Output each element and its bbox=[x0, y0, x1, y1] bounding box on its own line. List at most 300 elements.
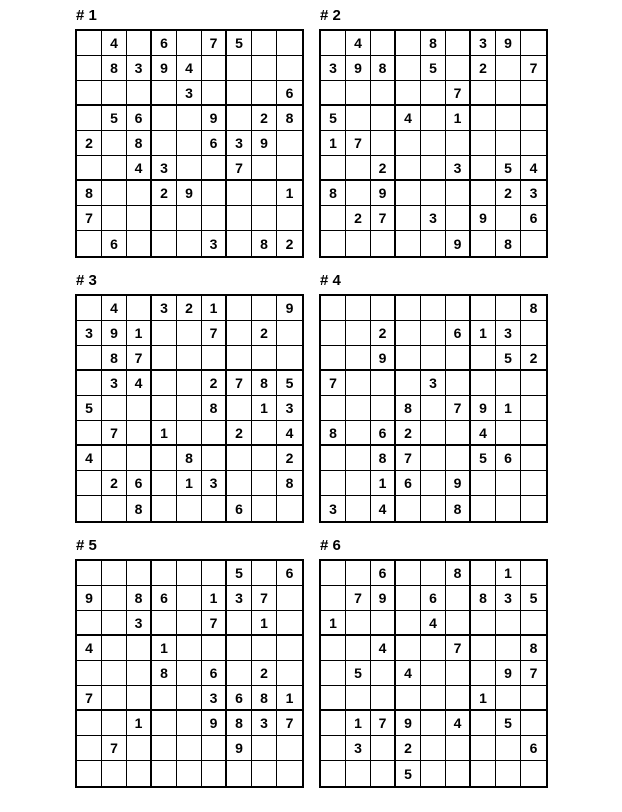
sudoku-cell: 8 bbox=[371, 56, 396, 81]
sudoku-cell: 8 bbox=[127, 496, 152, 521]
sudoku-cell bbox=[277, 31, 302, 56]
sudoku-cell bbox=[252, 421, 277, 446]
sudoku-cell bbox=[396, 56, 421, 81]
sudoku-cell bbox=[321, 446, 346, 471]
sudoku-cell bbox=[521, 686, 546, 711]
sudoku-cell: 1 bbox=[471, 686, 496, 711]
sudoku-cell: 8 bbox=[127, 586, 152, 611]
sudoku-cell bbox=[77, 371, 102, 396]
sudoku-cell bbox=[471, 711, 496, 736]
sudoku-cell bbox=[202, 496, 227, 521]
sudoku-cell bbox=[177, 496, 202, 521]
sudoku-cell bbox=[496, 611, 521, 636]
sudoku-cell: 9 bbox=[102, 321, 127, 346]
sudoku-cell bbox=[277, 761, 302, 786]
sudoku-cell: 3 bbox=[471, 31, 496, 56]
sudoku-cell bbox=[346, 321, 371, 346]
sudoku-cell bbox=[521, 231, 546, 256]
sudoku-cell: 3 bbox=[77, 321, 102, 346]
sudoku-cell bbox=[421, 81, 446, 106]
sudoku-cell: 1 bbox=[277, 181, 302, 206]
sudoku-cell bbox=[277, 346, 302, 371]
sudoku-cell bbox=[496, 296, 521, 321]
sudoku-cell bbox=[202, 206, 227, 231]
sudoku-cell bbox=[152, 761, 177, 786]
sudoku-cell: 9 bbox=[446, 471, 471, 496]
sudoku-cell bbox=[396, 346, 421, 371]
sudoku-cell bbox=[396, 586, 421, 611]
sudoku-cell bbox=[371, 131, 396, 156]
sudoku-cell: 3 bbox=[227, 131, 252, 156]
sudoku-cell: 4 bbox=[277, 421, 302, 446]
sudoku-cell: 8 bbox=[421, 31, 446, 56]
sudoku-cell bbox=[152, 396, 177, 421]
sudoku-cell: 3 bbox=[421, 206, 446, 231]
sudoku-cell bbox=[277, 131, 302, 156]
sudoku-cell: 1 bbox=[471, 321, 496, 346]
sudoku-cell bbox=[496, 206, 521, 231]
sudoku-cell: 9 bbox=[371, 346, 396, 371]
sudoku-cell bbox=[227, 181, 252, 206]
sudoku-cell bbox=[202, 446, 227, 471]
sudoku-cell bbox=[396, 206, 421, 231]
sudoku-cell: 3 bbox=[446, 156, 471, 181]
sudoku-cell bbox=[227, 81, 252, 106]
sudoku-cell bbox=[446, 31, 471, 56]
sudoku-cell bbox=[321, 586, 346, 611]
sudoku-cell bbox=[421, 156, 446, 181]
sudoku-cell bbox=[446, 761, 471, 786]
sudoku-grid bbox=[319, 294, 548, 523]
sudoku-cell bbox=[496, 56, 521, 81]
sudoku-cell bbox=[396, 181, 421, 206]
sudoku-cell: 7 bbox=[202, 31, 227, 56]
sudoku-cell bbox=[102, 156, 127, 181]
sudoku-cell bbox=[521, 131, 546, 156]
sudoku-cell: 1 bbox=[346, 711, 371, 736]
sudoku-cell bbox=[396, 636, 421, 661]
sudoku-cell: 1 bbox=[321, 611, 346, 636]
sudoku-cell bbox=[252, 446, 277, 471]
sudoku-cell bbox=[152, 611, 177, 636]
sudoku-cell bbox=[177, 371, 202, 396]
sudoku-cell: 1 bbox=[127, 711, 152, 736]
sudoku-cell: 2 bbox=[371, 156, 396, 181]
sudoku-cell: 3 bbox=[202, 231, 227, 256]
sudoku-cell: 4 bbox=[77, 446, 102, 471]
sudoku-cell bbox=[321, 346, 346, 371]
sudoku-cell: 6 bbox=[421, 586, 446, 611]
sudoku-cell: 7 bbox=[77, 686, 102, 711]
sudoku-cell: 1 bbox=[496, 396, 521, 421]
sudoku-cell bbox=[277, 496, 302, 521]
sudoku-cell bbox=[177, 636, 202, 661]
sudoku-cell: 1 bbox=[252, 611, 277, 636]
sudoku-cell bbox=[521, 371, 546, 396]
sudoku-cell: 3 bbox=[177, 81, 202, 106]
sudoku-cell: 8 bbox=[277, 106, 302, 131]
sudoku-cell: 8 bbox=[371, 446, 396, 471]
sudoku-cell bbox=[77, 346, 102, 371]
sudoku-cell bbox=[371, 761, 396, 786]
sudoku-cell bbox=[471, 611, 496, 636]
sudoku-cell bbox=[252, 561, 277, 586]
sudoku-cell: 2 bbox=[396, 736, 421, 761]
sudoku-cell: 6 bbox=[446, 321, 471, 346]
sudoku-cell: 7 bbox=[277, 711, 302, 736]
sudoku-cell bbox=[227, 106, 252, 131]
sudoku-cell bbox=[102, 636, 127, 661]
sudoku-cell bbox=[277, 321, 302, 346]
sudoku-cell bbox=[252, 206, 277, 231]
sudoku-cell bbox=[152, 686, 177, 711]
sudoku-cell: 1 bbox=[127, 321, 152, 346]
sudoku-cell bbox=[321, 711, 346, 736]
sudoku-cell bbox=[421, 686, 446, 711]
sudoku-cell bbox=[496, 636, 521, 661]
sudoku-cell: 3 bbox=[321, 56, 346, 81]
sudoku-cell bbox=[371, 31, 396, 56]
sudoku-cell bbox=[152, 81, 177, 106]
sudoku-cell: 5 bbox=[346, 661, 371, 686]
sudoku-cell: 8 bbox=[252, 231, 277, 256]
sudoku-cell bbox=[152, 496, 177, 521]
sudoku-grid bbox=[75, 294, 304, 523]
sudoku-cell: 7 bbox=[202, 611, 227, 636]
sudoku-cell bbox=[77, 661, 102, 686]
sudoku-cell: 6 bbox=[202, 661, 227, 686]
sudoku-cell bbox=[102, 561, 127, 586]
sudoku-cell: 1 bbox=[252, 396, 277, 421]
sudoku-cell bbox=[202, 81, 227, 106]
sudoku-cell: 1 bbox=[496, 561, 521, 586]
sudoku-cell bbox=[202, 761, 227, 786]
sudoku-cell bbox=[346, 496, 371, 521]
sudoku-cell: 5 bbox=[321, 106, 346, 131]
sudoku-cell bbox=[152, 711, 177, 736]
sudoku-cell: 9 bbox=[202, 106, 227, 131]
sudoku-cell bbox=[421, 761, 446, 786]
sudoku-cell: 7 bbox=[446, 81, 471, 106]
sudoku-cell bbox=[446, 446, 471, 471]
sudoku-cell bbox=[77, 761, 102, 786]
sudoku-cell: 7 bbox=[102, 421, 127, 446]
sudoku-cell bbox=[152, 446, 177, 471]
sudoku-cell bbox=[252, 736, 277, 761]
sudoku-cell: 5 bbox=[77, 396, 102, 421]
sudoku-cell bbox=[321, 761, 346, 786]
sudoku-cell: 2 bbox=[227, 421, 252, 446]
sudoku-cell bbox=[321, 156, 346, 181]
sudoku-cell: 1 bbox=[152, 636, 177, 661]
sudoku-cell bbox=[77, 561, 102, 586]
sudoku-cell bbox=[152, 471, 177, 496]
sudoku-cell bbox=[496, 496, 521, 521]
sudoku-cell: 4 bbox=[77, 636, 102, 661]
sudoku-cell: 2 bbox=[177, 296, 202, 321]
sudoku-cell bbox=[277, 661, 302, 686]
sudoku-cell bbox=[177, 231, 202, 256]
sudoku-cell bbox=[277, 56, 302, 81]
sudoku-cell bbox=[227, 446, 252, 471]
sudoku-cell bbox=[252, 156, 277, 181]
sudoku-cell bbox=[471, 496, 496, 521]
sudoku-cell bbox=[102, 711, 127, 736]
sudoku-cell bbox=[496, 421, 521, 446]
sudoku-cell: 1 bbox=[152, 421, 177, 446]
sudoku-cell bbox=[321, 31, 346, 56]
sudoku-cell bbox=[396, 321, 421, 346]
sudoku-cell: 8 bbox=[227, 711, 252, 736]
sudoku-cell: 5 bbox=[496, 711, 521, 736]
sudoku-cell bbox=[396, 81, 421, 106]
sudoku-cell bbox=[421, 711, 446, 736]
puzzle-title: # 6 bbox=[320, 537, 341, 554]
sudoku-cell: 6 bbox=[102, 231, 127, 256]
sudoku-cell bbox=[77, 106, 102, 131]
sudoku-cell bbox=[371, 81, 396, 106]
sudoku-cell: 4 bbox=[177, 56, 202, 81]
sudoku-cell: 3 bbox=[102, 371, 127, 396]
sudoku-cell bbox=[127, 396, 152, 421]
sudoku-cell bbox=[177, 396, 202, 421]
sudoku-cell bbox=[127, 31, 152, 56]
sudoku-cell: 4 bbox=[102, 31, 127, 56]
sudoku-cell bbox=[346, 231, 371, 256]
sudoku-cell bbox=[521, 711, 546, 736]
sudoku-cell: 5 bbox=[496, 346, 521, 371]
sudoku-cell bbox=[77, 296, 102, 321]
sudoku-cell bbox=[471, 106, 496, 131]
sudoku-cell: 6 bbox=[396, 471, 421, 496]
sudoku-cell bbox=[177, 321, 202, 346]
sudoku-cell bbox=[127, 81, 152, 106]
sudoku-cell bbox=[321, 471, 346, 496]
sudoku-cell: 8 bbox=[277, 471, 302, 496]
sudoku-cell bbox=[346, 296, 371, 321]
sudoku-cell: 3 bbox=[521, 181, 546, 206]
sudoku-cell bbox=[252, 346, 277, 371]
sudoku-cell bbox=[177, 736, 202, 761]
sudoku-cell bbox=[471, 346, 496, 371]
sudoku-cell bbox=[177, 31, 202, 56]
sudoku-cell: 5 bbox=[102, 106, 127, 131]
sudoku-cell bbox=[471, 561, 496, 586]
sudoku-cell: 8 bbox=[396, 396, 421, 421]
sudoku-cell bbox=[127, 661, 152, 686]
sudoku-cell: 3 bbox=[496, 321, 521, 346]
sudoku-cell bbox=[227, 231, 252, 256]
sudoku-cell bbox=[127, 421, 152, 446]
sudoku-cell bbox=[446, 346, 471, 371]
sudoku-cell: 7 bbox=[446, 636, 471, 661]
sudoku-cell: 2 bbox=[396, 421, 421, 446]
sudoku-cell: 2 bbox=[102, 471, 127, 496]
sudoku-cell: 3 bbox=[421, 371, 446, 396]
sudoku-cell bbox=[202, 736, 227, 761]
sudoku-cell: 4 bbox=[521, 156, 546, 181]
sudoku-cell bbox=[227, 296, 252, 321]
sudoku-cell bbox=[102, 181, 127, 206]
sudoku-cell: 3 bbox=[227, 586, 252, 611]
sudoku-cell: 7 bbox=[346, 586, 371, 611]
sudoku-cell bbox=[177, 686, 202, 711]
sudoku-cell bbox=[496, 686, 521, 711]
sudoku-cell: 1 bbox=[321, 131, 346, 156]
sudoku-cell bbox=[321, 396, 346, 421]
sudoku-cell bbox=[396, 156, 421, 181]
sudoku-cell: 4 bbox=[346, 31, 371, 56]
sudoku-cell: 7 bbox=[446, 396, 471, 421]
sudoku-cell: 9 bbox=[227, 736, 252, 761]
sudoku-cell bbox=[152, 106, 177, 131]
sudoku-cell bbox=[446, 586, 471, 611]
sudoku-cell bbox=[446, 131, 471, 156]
sudoku-cell bbox=[152, 371, 177, 396]
sudoku-cell bbox=[346, 421, 371, 446]
sudoku-cell bbox=[346, 471, 371, 496]
sudoku-cell bbox=[102, 396, 127, 421]
sudoku-cell bbox=[252, 81, 277, 106]
sudoku-cell bbox=[521, 106, 546, 131]
sudoku-cell: 5 bbox=[227, 31, 252, 56]
sudoku-cell bbox=[102, 611, 127, 636]
sudoku-cell bbox=[521, 761, 546, 786]
sudoku-cell bbox=[321, 661, 346, 686]
sudoku-cell bbox=[77, 31, 102, 56]
sudoku-cell: 8 bbox=[321, 181, 346, 206]
sudoku-cell: 1 bbox=[177, 471, 202, 496]
puzzle-title: # 4 bbox=[320, 272, 341, 289]
sudoku-cell: 6 bbox=[521, 736, 546, 761]
sudoku-cell bbox=[396, 371, 421, 396]
sudoku-cell: 3 bbox=[127, 611, 152, 636]
sudoku-cell bbox=[321, 636, 346, 661]
sudoku-cell: 6 bbox=[496, 446, 521, 471]
sudoku-cell bbox=[446, 371, 471, 396]
sudoku-cell bbox=[252, 181, 277, 206]
sudoku-cell: 5 bbox=[521, 586, 546, 611]
sudoku-cell bbox=[77, 611, 102, 636]
sudoku-cell bbox=[471, 761, 496, 786]
sudoku-cell bbox=[102, 496, 127, 521]
sudoku-cell: 4 bbox=[102, 296, 127, 321]
sudoku-cell bbox=[77, 421, 102, 446]
sudoku-cell bbox=[277, 156, 302, 181]
sudoku-cell: 4 bbox=[396, 106, 421, 131]
sudoku-cell: 2 bbox=[496, 181, 521, 206]
sudoku-cell: 7 bbox=[77, 206, 102, 231]
sudoku-cell bbox=[346, 446, 371, 471]
sudoku-cell bbox=[496, 106, 521, 131]
puzzle-title: # 5 bbox=[76, 537, 97, 554]
sudoku-cell bbox=[227, 611, 252, 636]
sudoku-cell bbox=[521, 446, 546, 471]
sudoku-cell bbox=[446, 206, 471, 231]
sudoku-cell: 7 bbox=[227, 156, 252, 181]
sudoku-cell bbox=[102, 586, 127, 611]
sudoku-cell bbox=[177, 421, 202, 446]
sudoku-cell bbox=[127, 231, 152, 256]
sudoku-cell bbox=[421, 636, 446, 661]
sudoku-cell: 9 bbox=[471, 206, 496, 231]
sudoku-cell bbox=[521, 81, 546, 106]
sudoku-cell: 5 bbox=[227, 561, 252, 586]
sudoku-cell: 6 bbox=[371, 561, 396, 586]
sudoku-cell bbox=[346, 761, 371, 786]
sudoku-cell: 8 bbox=[177, 446, 202, 471]
sudoku-cell bbox=[202, 156, 227, 181]
sudoku-cell bbox=[177, 346, 202, 371]
sudoku-grid bbox=[319, 559, 548, 788]
sudoku-cell bbox=[321, 321, 346, 346]
sudoku-cell bbox=[202, 636, 227, 661]
sudoku-cell bbox=[77, 231, 102, 256]
sudoku-cell bbox=[321, 296, 346, 321]
sudoku-cell: 3 bbox=[202, 471, 227, 496]
sudoku-cell bbox=[496, 371, 521, 396]
sudoku-cell bbox=[152, 346, 177, 371]
sudoku-cell bbox=[396, 611, 421, 636]
sudoku-cell: 3 bbox=[277, 396, 302, 421]
sudoku-cell bbox=[521, 471, 546, 496]
sudoku-cell bbox=[127, 181, 152, 206]
sudoku-cell bbox=[321, 561, 346, 586]
sudoku-cell bbox=[177, 131, 202, 156]
sudoku-cell bbox=[227, 761, 252, 786]
sudoku-cell: 5 bbox=[496, 156, 521, 181]
sudoku-cell bbox=[496, 471, 521, 496]
sudoku-cell: 6 bbox=[521, 206, 546, 231]
sudoku-cell bbox=[396, 686, 421, 711]
sudoku-cell: 2 bbox=[152, 181, 177, 206]
sudoku-cell bbox=[396, 296, 421, 321]
sudoku-cell: 7 bbox=[396, 446, 421, 471]
sudoku-cell: 2 bbox=[371, 321, 396, 346]
sudoku-cell: 9 bbox=[202, 711, 227, 736]
sudoku-cell bbox=[371, 686, 396, 711]
sudoku-cell bbox=[277, 636, 302, 661]
puzzle-title: # 1 bbox=[76, 7, 97, 24]
sudoku-cell: 9 bbox=[396, 711, 421, 736]
sudoku-cell bbox=[371, 371, 396, 396]
puzzle-title: # 3 bbox=[76, 272, 97, 289]
sudoku-cell: 5 bbox=[277, 371, 302, 396]
sudoku-cell bbox=[346, 156, 371, 181]
sudoku-cell bbox=[321, 206, 346, 231]
sudoku-cell bbox=[421, 561, 446, 586]
sudoku-cell bbox=[521, 611, 546, 636]
sudoku-cell bbox=[252, 761, 277, 786]
sudoku-cell: 2 bbox=[252, 106, 277, 131]
sudoku-cell bbox=[277, 206, 302, 231]
sudoku-cell: 7 bbox=[127, 346, 152, 371]
sudoku-cell: 6 bbox=[371, 421, 396, 446]
sudoku-cell bbox=[227, 56, 252, 81]
sudoku-cell: 7 bbox=[371, 206, 396, 231]
sudoku-cell: 9 bbox=[371, 586, 396, 611]
sudoku-cell bbox=[521, 496, 546, 521]
sudoku-cell: 4 bbox=[421, 611, 446, 636]
sudoku-cell bbox=[177, 761, 202, 786]
sudoku-cell: 6 bbox=[127, 471, 152, 496]
sudoku-cell: 2 bbox=[202, 371, 227, 396]
sudoku-cell bbox=[252, 31, 277, 56]
sudoku-cell bbox=[127, 736, 152, 761]
sudoku-grid bbox=[75, 559, 304, 788]
sudoku-cell bbox=[471, 736, 496, 761]
sudoku-cell bbox=[152, 561, 177, 586]
